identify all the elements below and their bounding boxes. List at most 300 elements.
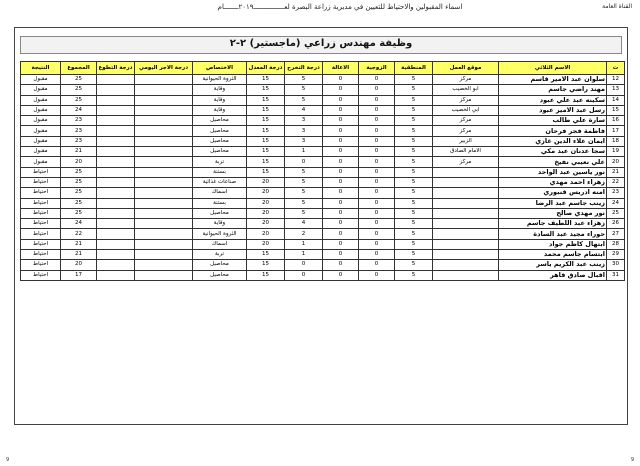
average-score-cell: 20 bbox=[247, 188, 285, 198]
graduation-score-cell: 5 bbox=[285, 188, 323, 198]
volunteer-score-cell bbox=[97, 260, 135, 270]
row-number-cell: 19 bbox=[607, 147, 625, 157]
volunteer-score-cell bbox=[97, 229, 135, 239]
dependents-score-cell: 0 bbox=[323, 270, 359, 280]
marital-score-cell: 0 bbox=[359, 105, 395, 115]
column-header: موقع العمل bbox=[433, 62, 499, 75]
graduation-score-cell: 0 bbox=[285, 270, 323, 280]
marital-score-cell: 0 bbox=[359, 95, 395, 105]
average-score-cell: 20 bbox=[247, 239, 285, 249]
marital-score-cell: 0 bbox=[359, 85, 395, 95]
column-header: الاسم الثلاثي bbox=[499, 62, 607, 75]
average-score-cell: 15 bbox=[247, 270, 285, 280]
volunteer-score-cell bbox=[97, 219, 135, 229]
region-score-cell: 5 bbox=[395, 85, 433, 95]
column-header: درجة التطوع bbox=[97, 62, 135, 75]
daily-wage-score-cell bbox=[135, 198, 193, 208]
marital-score-cell: 0 bbox=[359, 219, 395, 229]
dependents-score-cell: 0 bbox=[323, 147, 359, 157]
volunteer-score-cell bbox=[97, 126, 135, 136]
volunteer-score-cell bbox=[97, 75, 135, 85]
total-score-cell: 20 bbox=[61, 157, 97, 167]
table-row bbox=[21, 208, 625, 218]
region-score-cell: 5 bbox=[395, 75, 433, 85]
dependents-score-cell: 0 bbox=[323, 75, 359, 85]
work-location-cell: الامام الصادق bbox=[433, 147, 499, 157]
region-score-cell: 5 bbox=[395, 147, 433, 157]
table-row bbox=[21, 229, 625, 239]
graduation-score-cell: 3 bbox=[285, 136, 323, 146]
specialization-cell: اسماك bbox=[193, 239, 247, 249]
table-row bbox=[21, 75, 625, 85]
specialization-cell: الثروة الحيوانية bbox=[193, 75, 247, 85]
results-table bbox=[20, 61, 625, 281]
column-header: النتيجة bbox=[21, 62, 61, 75]
marital-score-cell: 0 bbox=[359, 157, 395, 167]
table-row bbox=[21, 239, 625, 249]
table-row bbox=[21, 147, 625, 157]
graduation-score-cell: 1 bbox=[285, 239, 323, 249]
row-number-cell: 23 bbox=[607, 188, 625, 198]
marital-score-cell: 0 bbox=[359, 75, 395, 85]
average-score-cell: 15 bbox=[247, 250, 285, 260]
full-name-cell: فاطمة فجر فرحان bbox=[499, 126, 607, 136]
dependents-score-cell: 0 bbox=[323, 157, 359, 167]
average-score-cell: 15 bbox=[247, 116, 285, 126]
work-location-cell bbox=[433, 250, 499, 260]
daily-wage-score-cell bbox=[135, 126, 193, 136]
specialization-cell: محاصيل bbox=[193, 126, 247, 136]
dependents-score-cell: 0 bbox=[323, 219, 359, 229]
marital-score-cell: 0 bbox=[359, 250, 395, 260]
dependents-score-cell: 0 bbox=[323, 250, 359, 260]
row-number-cell: 18 bbox=[607, 136, 625, 146]
row-number-cell: 12 bbox=[607, 75, 625, 85]
volunteer-score-cell bbox=[97, 208, 135, 218]
result-cell: احتياط bbox=[21, 250, 61, 260]
marital-score-cell: 0 bbox=[359, 136, 395, 146]
graduation-score-cell: 3 bbox=[285, 116, 323, 126]
dependents-score-cell: 0 bbox=[323, 116, 359, 126]
result-cell: مقبول bbox=[21, 157, 61, 167]
header-row bbox=[21, 62, 625, 75]
graduation-score-cell: 4 bbox=[285, 219, 323, 229]
total-score-cell: 25 bbox=[61, 198, 97, 208]
work-location-cell: ابو الخصيب bbox=[433, 85, 499, 95]
result-cell: مقبول bbox=[21, 147, 61, 157]
work-location-cell: الزبير bbox=[433, 136, 499, 146]
graduation-score-cell: 5 bbox=[285, 208, 323, 218]
column-header: الاختصاص bbox=[193, 62, 247, 75]
dependents-score-cell: 0 bbox=[323, 167, 359, 177]
specialization-cell: وقاية bbox=[193, 85, 247, 95]
column-header: الاعالة bbox=[323, 62, 359, 75]
dependents-score-cell: 0 bbox=[323, 188, 359, 198]
region-score-cell: 5 bbox=[395, 188, 433, 198]
specialization-cell: وقاية bbox=[193, 105, 247, 115]
total-score-cell: 25 bbox=[61, 95, 97, 105]
work-location-cell bbox=[433, 260, 499, 270]
total-score-cell: 25 bbox=[61, 75, 97, 85]
specialization-cell: اسماك bbox=[193, 188, 247, 198]
volunteer-score-cell bbox=[97, 85, 135, 95]
total-score-cell: 24 bbox=[61, 219, 97, 229]
specialization-cell: محاصيل bbox=[193, 260, 247, 270]
total-score-cell: 25 bbox=[61, 177, 97, 187]
dependents-score-cell: 0 bbox=[323, 229, 359, 239]
row-number-cell: 13 bbox=[607, 85, 625, 95]
table-header bbox=[21, 62, 625, 75]
volunteer-score-cell bbox=[97, 239, 135, 249]
region-score-cell: 5 bbox=[395, 95, 433, 105]
result-cell: مقبول bbox=[21, 105, 61, 115]
work-location-cell: مركز bbox=[433, 126, 499, 136]
result-cell: احتياط bbox=[21, 270, 61, 280]
dependents-score-cell: 0 bbox=[323, 260, 359, 270]
row-number-cell: 16 bbox=[607, 116, 625, 126]
work-location-cell: مركز bbox=[433, 95, 499, 105]
daily-wage-score-cell bbox=[135, 136, 193, 146]
marital-score-cell: 0 bbox=[359, 188, 395, 198]
table-row bbox=[21, 219, 625, 229]
full-name-cell: ابتهال كاظم جواد bbox=[499, 239, 607, 249]
specialization-cell: بستنة bbox=[193, 167, 247, 177]
marital-score-cell: 0 bbox=[359, 126, 395, 136]
marital-score-cell: 0 bbox=[359, 229, 395, 239]
average-score-cell: 15 bbox=[247, 157, 285, 167]
daily-wage-score-cell bbox=[135, 75, 193, 85]
total-score-cell: 25 bbox=[61, 85, 97, 95]
average-score-cell: 15 bbox=[247, 136, 285, 146]
average-score-cell: 15 bbox=[247, 147, 285, 157]
specialization-cell: صناعات غذائية bbox=[193, 177, 247, 187]
marital-score-cell: 0 bbox=[359, 116, 395, 126]
region-score-cell: 5 bbox=[395, 116, 433, 126]
table-row bbox=[21, 188, 625, 198]
total-score-cell: 22 bbox=[61, 229, 97, 239]
specialization-cell: تربة bbox=[193, 250, 247, 260]
region-score-cell: 5 bbox=[395, 229, 433, 239]
region-score-cell: 5 bbox=[395, 126, 433, 136]
work-location-cell: ابي الخصيب bbox=[433, 105, 499, 115]
average-score-cell: 15 bbox=[247, 75, 285, 85]
volunteer-score-cell bbox=[97, 105, 135, 115]
daily-wage-score-cell bbox=[135, 95, 193, 105]
daily-wage-score-cell bbox=[135, 157, 193, 167]
column-header: المجموع bbox=[61, 62, 97, 75]
full-name-cell: زينب عبد الكريم ياسر bbox=[499, 260, 607, 270]
average-score-cell: 20 bbox=[247, 219, 285, 229]
specialization-cell: بستنة bbox=[193, 198, 247, 208]
daily-wage-score-cell bbox=[135, 147, 193, 157]
average-score-cell: 15 bbox=[247, 105, 285, 115]
footer-right-page-number: 9 bbox=[630, 457, 634, 463]
graduation-score-cell: 1 bbox=[285, 147, 323, 157]
column-header: الزوجية bbox=[359, 62, 395, 75]
work-location-cell bbox=[433, 229, 499, 239]
table-row bbox=[21, 177, 625, 187]
volunteer-score-cell bbox=[97, 250, 135, 260]
marital-score-cell: 0 bbox=[359, 260, 395, 270]
marital-score-cell: 0 bbox=[359, 198, 395, 208]
work-location-cell: مركز bbox=[433, 75, 499, 85]
row-number-cell: 22 bbox=[607, 177, 625, 187]
result-cell: مقبول bbox=[21, 85, 61, 95]
daily-wage-score-cell bbox=[135, 116, 193, 126]
region-score-cell: 5 bbox=[395, 136, 433, 146]
dependents-score-cell: 0 bbox=[323, 85, 359, 95]
table-row bbox=[21, 198, 625, 208]
full-name-cell: سلوان عبد الامير قاسم bbox=[499, 75, 607, 85]
daily-wage-score-cell bbox=[135, 85, 193, 95]
daily-wage-score-cell bbox=[135, 208, 193, 218]
table-row bbox=[21, 157, 625, 167]
region-score-cell: 5 bbox=[395, 260, 433, 270]
total-score-cell: 25 bbox=[61, 208, 97, 218]
graduation-score-cell: 5 bbox=[285, 75, 323, 85]
daily-wage-score-cell bbox=[135, 177, 193, 187]
specialization-cell: محاصيل bbox=[193, 116, 247, 126]
dependents-score-cell: 0 bbox=[323, 208, 359, 218]
marital-score-cell: 0 bbox=[359, 147, 395, 157]
table-row bbox=[21, 260, 625, 270]
table-body bbox=[21, 75, 625, 281]
graduation-score-cell: 4 bbox=[285, 105, 323, 115]
specialization-cell: محاصيل bbox=[193, 208, 247, 218]
result-cell: مقبول bbox=[21, 95, 61, 105]
daily-wage-score-cell bbox=[135, 270, 193, 280]
marital-score-cell: 0 bbox=[359, 208, 395, 218]
region-score-cell: 5 bbox=[395, 157, 433, 167]
daily-wage-score-cell bbox=[135, 229, 193, 239]
marital-score-cell: 0 bbox=[359, 177, 395, 187]
total-score-cell: 21 bbox=[61, 250, 97, 260]
average-score-cell: 15 bbox=[247, 126, 285, 136]
dependents-score-cell: 0 bbox=[323, 126, 359, 136]
row-number-cell: 27 bbox=[607, 229, 625, 239]
total-score-cell: 21 bbox=[61, 147, 97, 157]
table-row bbox=[21, 250, 625, 260]
marital-score-cell: 0 bbox=[359, 167, 395, 177]
average-score-cell: 20 bbox=[247, 198, 285, 208]
total-score-cell: 25 bbox=[61, 188, 97, 198]
volunteer-score-cell bbox=[97, 136, 135, 146]
average-score-cell: 20 bbox=[247, 177, 285, 187]
region-score-cell: 5 bbox=[395, 208, 433, 218]
volunteer-score-cell bbox=[97, 95, 135, 105]
result-cell: احتياط bbox=[21, 208, 61, 218]
row-number-cell: 30 bbox=[607, 260, 625, 270]
work-location-cell bbox=[433, 198, 499, 208]
result-cell: احتياط bbox=[21, 177, 61, 187]
specialization-cell: وقاية bbox=[193, 219, 247, 229]
graduation-score-cell: 5 bbox=[285, 85, 323, 95]
full-name-cell: نور مهدي صالح bbox=[499, 208, 607, 218]
result-cell: احتياط bbox=[21, 198, 61, 208]
region-score-cell: 5 bbox=[395, 167, 433, 177]
result-cell: مقبول bbox=[21, 116, 61, 126]
total-score-cell: 23 bbox=[61, 136, 97, 146]
volunteer-score-cell bbox=[97, 116, 135, 126]
table-row bbox=[21, 136, 625, 146]
work-location-cell bbox=[433, 219, 499, 229]
average-score-cell: 15 bbox=[247, 260, 285, 270]
result-cell: احتياط bbox=[21, 239, 61, 249]
table-row bbox=[21, 116, 625, 126]
specialization-cell: محاصيل bbox=[193, 147, 247, 157]
graduation-score-cell: 0 bbox=[285, 260, 323, 270]
volunteer-score-cell bbox=[97, 198, 135, 208]
full-name-cell: نور ياسين عبد الواحد bbox=[499, 167, 607, 177]
full-name-cell: حوراء مجيد عبد السادة bbox=[499, 229, 607, 239]
dependents-score-cell: 0 bbox=[323, 136, 359, 146]
daily-wage-score-cell bbox=[135, 219, 193, 229]
full-name-cell: ايمان علاء الدين غازي bbox=[499, 136, 607, 146]
result-cell: احتياط bbox=[21, 229, 61, 239]
total-score-cell: 23 bbox=[61, 126, 97, 136]
column-header: ت bbox=[607, 62, 625, 75]
volunteer-score-cell bbox=[97, 270, 135, 280]
daily-wage-score-cell bbox=[135, 188, 193, 198]
graduation-score-cell: 1 bbox=[285, 250, 323, 260]
work-location-cell bbox=[433, 177, 499, 187]
table-row bbox=[21, 126, 625, 136]
full-name-cell: زهراء عبد اللطيف جاسم bbox=[499, 219, 607, 229]
graduation-score-cell: 2 bbox=[285, 229, 323, 239]
dependents-score-cell: 0 bbox=[323, 95, 359, 105]
result-cell: مقبول bbox=[21, 126, 61, 136]
full-name-cell: سارة علي طالب bbox=[499, 116, 607, 126]
marital-score-cell: 0 bbox=[359, 270, 395, 280]
row-number-cell: 31 bbox=[607, 270, 625, 280]
section-title: وظيفة مهندس زراعي (ماجستير) ٢-٢ bbox=[229, 38, 413, 49]
full-name-cell: علي نعيبي نفيخ bbox=[499, 157, 607, 167]
dependents-score-cell: 0 bbox=[323, 198, 359, 208]
column-header: درجة الاجر اليومي bbox=[135, 62, 193, 75]
row-number-cell: 24 bbox=[607, 198, 625, 208]
row-number-cell: 28 bbox=[607, 239, 625, 249]
graduation-score-cell: 0 bbox=[285, 157, 323, 167]
specialization-cell: محاصيل bbox=[193, 270, 247, 280]
graduation-score-cell: 3 bbox=[285, 126, 323, 136]
result-cell: مقبول bbox=[21, 136, 61, 146]
column-header: درجة التخرج bbox=[285, 62, 323, 75]
table-row bbox=[21, 95, 625, 105]
work-location-cell bbox=[433, 239, 499, 249]
table-row bbox=[21, 167, 625, 177]
total-score-cell: 25 bbox=[61, 167, 97, 177]
full-name-cell: سكينه عبد علي عبود bbox=[499, 95, 607, 105]
page-title: اسماء المقبولين والاحتياط للتعيين في مديرية زراعة البصرة لعـــــــــــــــ٢٠١٩ـــــــام bbox=[217, 3, 463, 11]
region-score-cell: 5 bbox=[395, 105, 433, 115]
region-score-cell: 5 bbox=[395, 239, 433, 249]
row-number-cell: 17 bbox=[607, 126, 625, 136]
total-score-cell: 21 bbox=[61, 239, 97, 249]
volunteer-score-cell bbox=[97, 157, 135, 167]
full-name-cell: زينب جاسم عبد الرضا bbox=[499, 198, 607, 208]
total-score-cell: 24 bbox=[61, 105, 97, 115]
full-name-cell: ابتسام جاسم محمد bbox=[499, 250, 607, 260]
full-name-cell: مهند راضي جاسم bbox=[499, 85, 607, 95]
specialization-cell: وقاية bbox=[193, 95, 247, 105]
result-cell: احتياط bbox=[21, 260, 61, 270]
dependents-score-cell: 0 bbox=[323, 105, 359, 115]
work-location-cell bbox=[433, 270, 499, 280]
region-score-cell: 5 bbox=[395, 270, 433, 280]
row-number-cell: 25 bbox=[607, 208, 625, 218]
row-number-cell: 26 bbox=[607, 219, 625, 229]
volunteer-score-cell bbox=[97, 147, 135, 157]
specialization-cell: الثروة الحيوانية bbox=[193, 229, 247, 239]
average-score-cell: 15 bbox=[247, 85, 285, 95]
dependents-score-cell: 0 bbox=[323, 177, 359, 187]
region-score-cell: 5 bbox=[395, 198, 433, 208]
row-number-cell: 21 bbox=[607, 167, 625, 177]
total-score-cell: 20 bbox=[61, 260, 97, 270]
graduation-score-cell: 5 bbox=[285, 167, 323, 177]
full-name-cell: سجا عدنان عبد مكي bbox=[499, 147, 607, 157]
full-name-cell: زهراء احمد مهدي bbox=[499, 177, 607, 187]
graduation-score-cell: 5 bbox=[285, 177, 323, 187]
full-name-cell: امنه ادريس قنبوري bbox=[499, 188, 607, 198]
region-score-cell: 5 bbox=[395, 250, 433, 260]
volunteer-score-cell bbox=[97, 188, 135, 198]
region-score-cell: 5 bbox=[395, 219, 433, 229]
average-score-cell: 20 bbox=[247, 229, 285, 239]
work-location-cell: مركز bbox=[433, 157, 499, 167]
work-location-cell bbox=[433, 167, 499, 177]
work-location-cell bbox=[433, 188, 499, 198]
result-cell: مقبول bbox=[21, 75, 61, 85]
average-score-cell: 15 bbox=[247, 167, 285, 177]
daily-wage-score-cell bbox=[135, 239, 193, 249]
result-cell: احتياط bbox=[21, 167, 61, 177]
volunteer-score-cell bbox=[97, 167, 135, 177]
footer-left-page-number: 9 bbox=[6, 457, 10, 463]
row-number-cell: 20 bbox=[607, 157, 625, 167]
daily-wage-score-cell bbox=[135, 250, 193, 260]
daily-wage-score-cell bbox=[135, 167, 193, 177]
average-score-cell: 20 bbox=[247, 208, 285, 218]
region-score-cell: 5 bbox=[395, 177, 433, 187]
result-cell: احتياط bbox=[21, 219, 61, 229]
specialization-cell: محاصيل bbox=[193, 136, 247, 146]
specialization-cell: تربة bbox=[193, 157, 247, 167]
row-number-cell: 14 bbox=[607, 95, 625, 105]
table-row bbox=[21, 85, 625, 95]
row-number-cell: 29 bbox=[607, 250, 625, 260]
work-location-cell bbox=[433, 208, 499, 218]
daily-wage-score-cell bbox=[135, 105, 193, 115]
daily-wage-score-cell bbox=[135, 260, 193, 270]
full-name-cell: رسل عبد الامير عبود bbox=[499, 105, 607, 115]
result-cell: احتياط bbox=[21, 188, 61, 198]
top-right-label: القناة العامة bbox=[602, 3, 632, 10]
graduation-score-cell: 5 bbox=[285, 95, 323, 105]
work-location-cell: مركز bbox=[433, 116, 499, 126]
dependents-score-cell: 0 bbox=[323, 239, 359, 249]
marital-score-cell: 0 bbox=[359, 239, 395, 249]
row-number-cell: 15 bbox=[607, 105, 625, 115]
table-row bbox=[21, 270, 625, 280]
total-score-cell: 23 bbox=[61, 116, 97, 126]
column-header: درجة المعدل bbox=[247, 62, 285, 75]
total-score-cell: 17 bbox=[61, 270, 97, 280]
full-name-cell: اقبال صادق قاهر bbox=[499, 270, 607, 280]
volunteer-score-cell bbox=[97, 177, 135, 187]
column-header: المنطقية bbox=[395, 62, 433, 75]
table-row bbox=[21, 105, 625, 115]
